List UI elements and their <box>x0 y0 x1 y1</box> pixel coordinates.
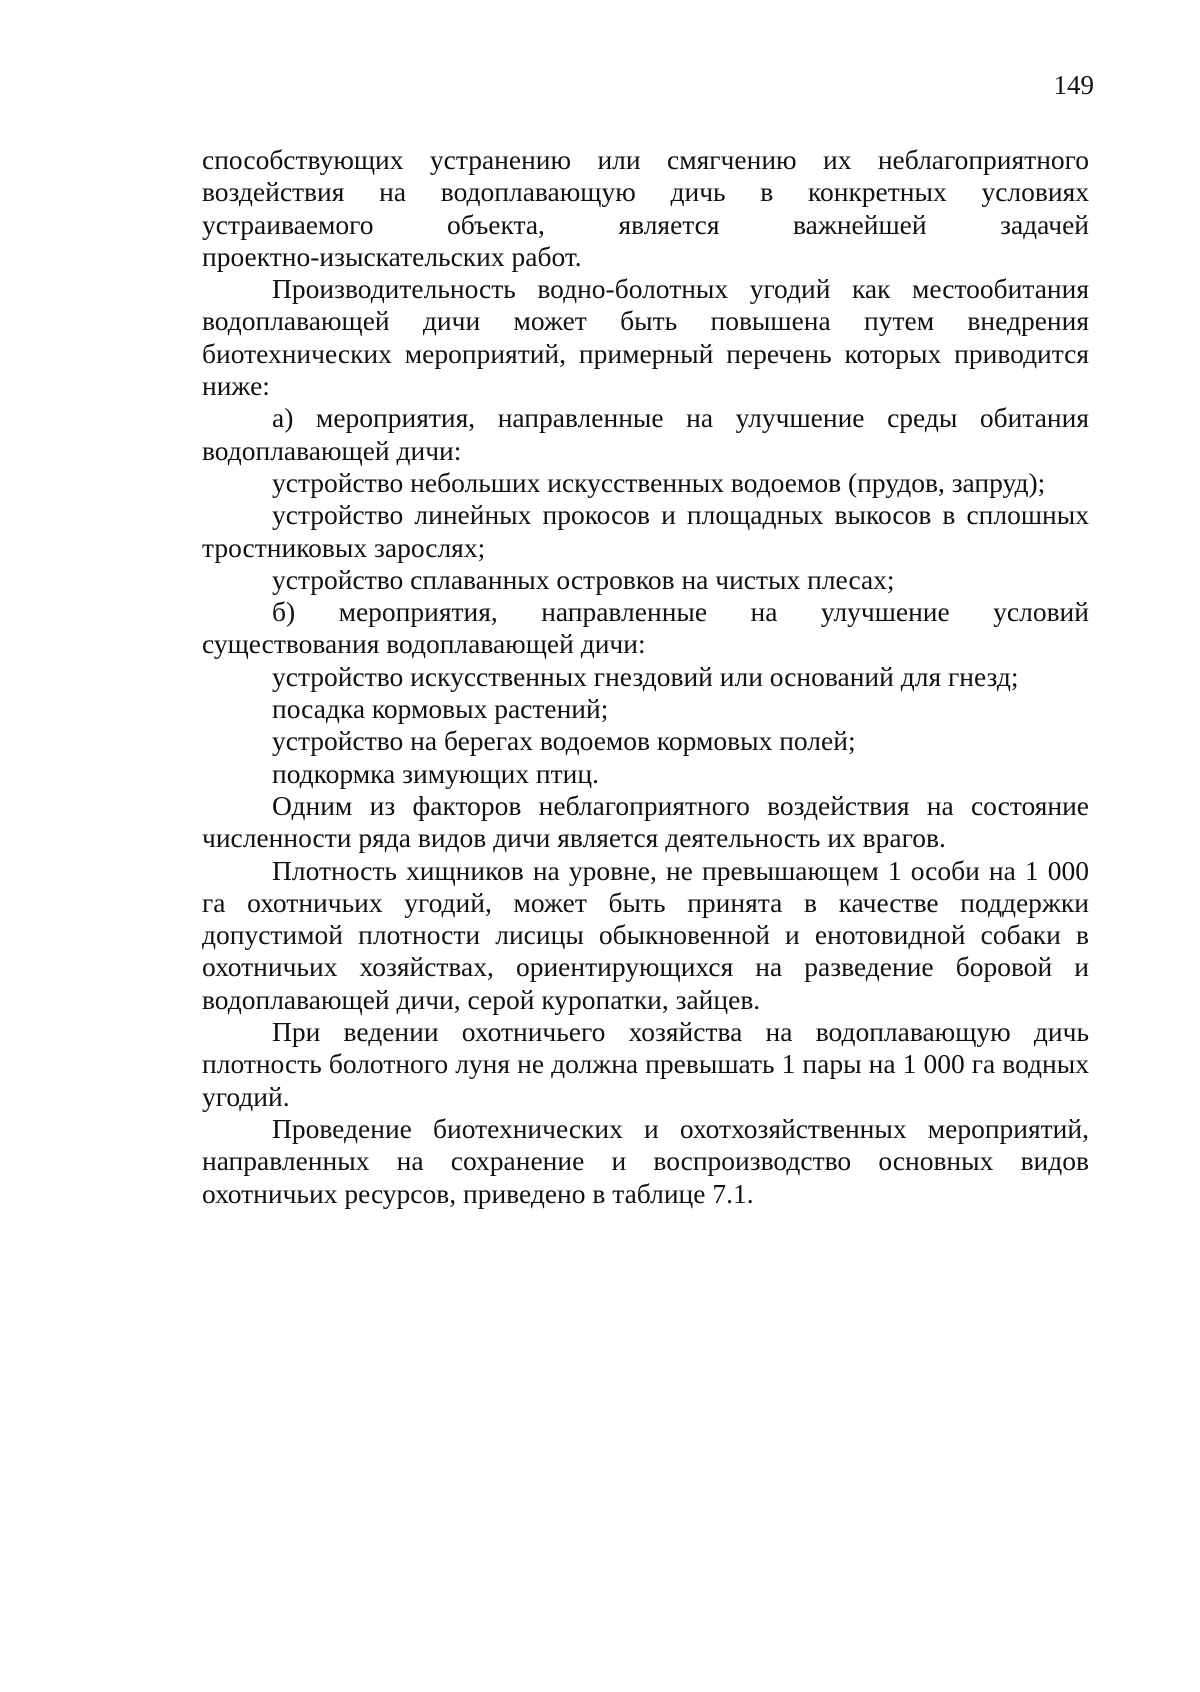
list-item: устройство на берегах водоемов кормовых полей; <box>272 725 856 757</box>
document-body <box>202 144 1089 1210</box>
paragraph-predator-density: Плотность хищников на уровне, не превышающем 1 особи на 1 000 га охотничьих угодий, может быть принята в качестве поддержки допустимой плотности лисицы обыкновенной и енотовидной собаки в охотничьих хозяйствах, ориентирующихся на разведение боровой и водоплавающей дичи, серой куропатки, зайцев. <box>202 854 1089 1015</box>
paragraph-continuation <box>202 144 1089 273</box>
page-number: 149 <box>1053 70 1094 100</box>
list-item: подкормка зимующих птиц. <box>272 757 599 789</box>
list-item: устройство линейных прокосов и площадных выкосов в сплошных тростниковых зарослях; <box>202 499 1089 563</box>
paragraph-marsh-harrier: При ведении охотничьего хозяйства на водоплавающую дичь плотность болотного луня не должна превышать 1 пары на 1 000 га водных угодий. <box>202 1016 1089 1112</box>
paragraph-table-reference: Проведение биотехнических и охотхозяйственных мероприятий, направленных на сохранение и воспроизводство основных видов охотничьих ресурсов, приведено в таблице 7.1. <box>202 1112 1089 1209</box>
text-line: устраиваемого объекта, является важнейшей задачей <box>202 208 1089 240</box>
text-line: способствующих устранению или смягчению их неблагоприятного <box>202 144 1089 175</box>
paragraph-productivity: Производительность водно-болотных угодий как местообитания водоплавающей дичи может быть повышена путем внедрения биотехнических мероприятий, примерный перечень которых приводится ниже: <box>202 273 1089 402</box>
list-item: устройство небольших искусственных водоемов (прудов, запруд); <box>272 466 1046 498</box>
list-heading-b: б) мероприятия, направленные на улучшение условий существования водоплавающей дичи: <box>202 596 1089 660</box>
list-item: устройство сплаванных островков на чистых плесах; <box>272 563 895 595</box>
text-line: проектно-изыскательских работ. <box>202 240 582 272</box>
list-item: устройство искусственных гнездовий или оснований для гнезд; <box>272 660 1019 692</box>
paragraph-predators-factor: Одним из факторов неблагоприятного воздействия на состояние численности ряда видов дичи является деятельность их врагов. <box>202 789 1089 854</box>
list-heading-a: а) мероприятия, направленные на улучшение среды обитания водоплавающей дичи: <box>202 402 1089 466</box>
list-item: посадка кормовых растений; <box>272 693 609 725</box>
text-line: воздействия на водоплавающую дичь в конкретных условиях <box>202 176 1089 208</box>
